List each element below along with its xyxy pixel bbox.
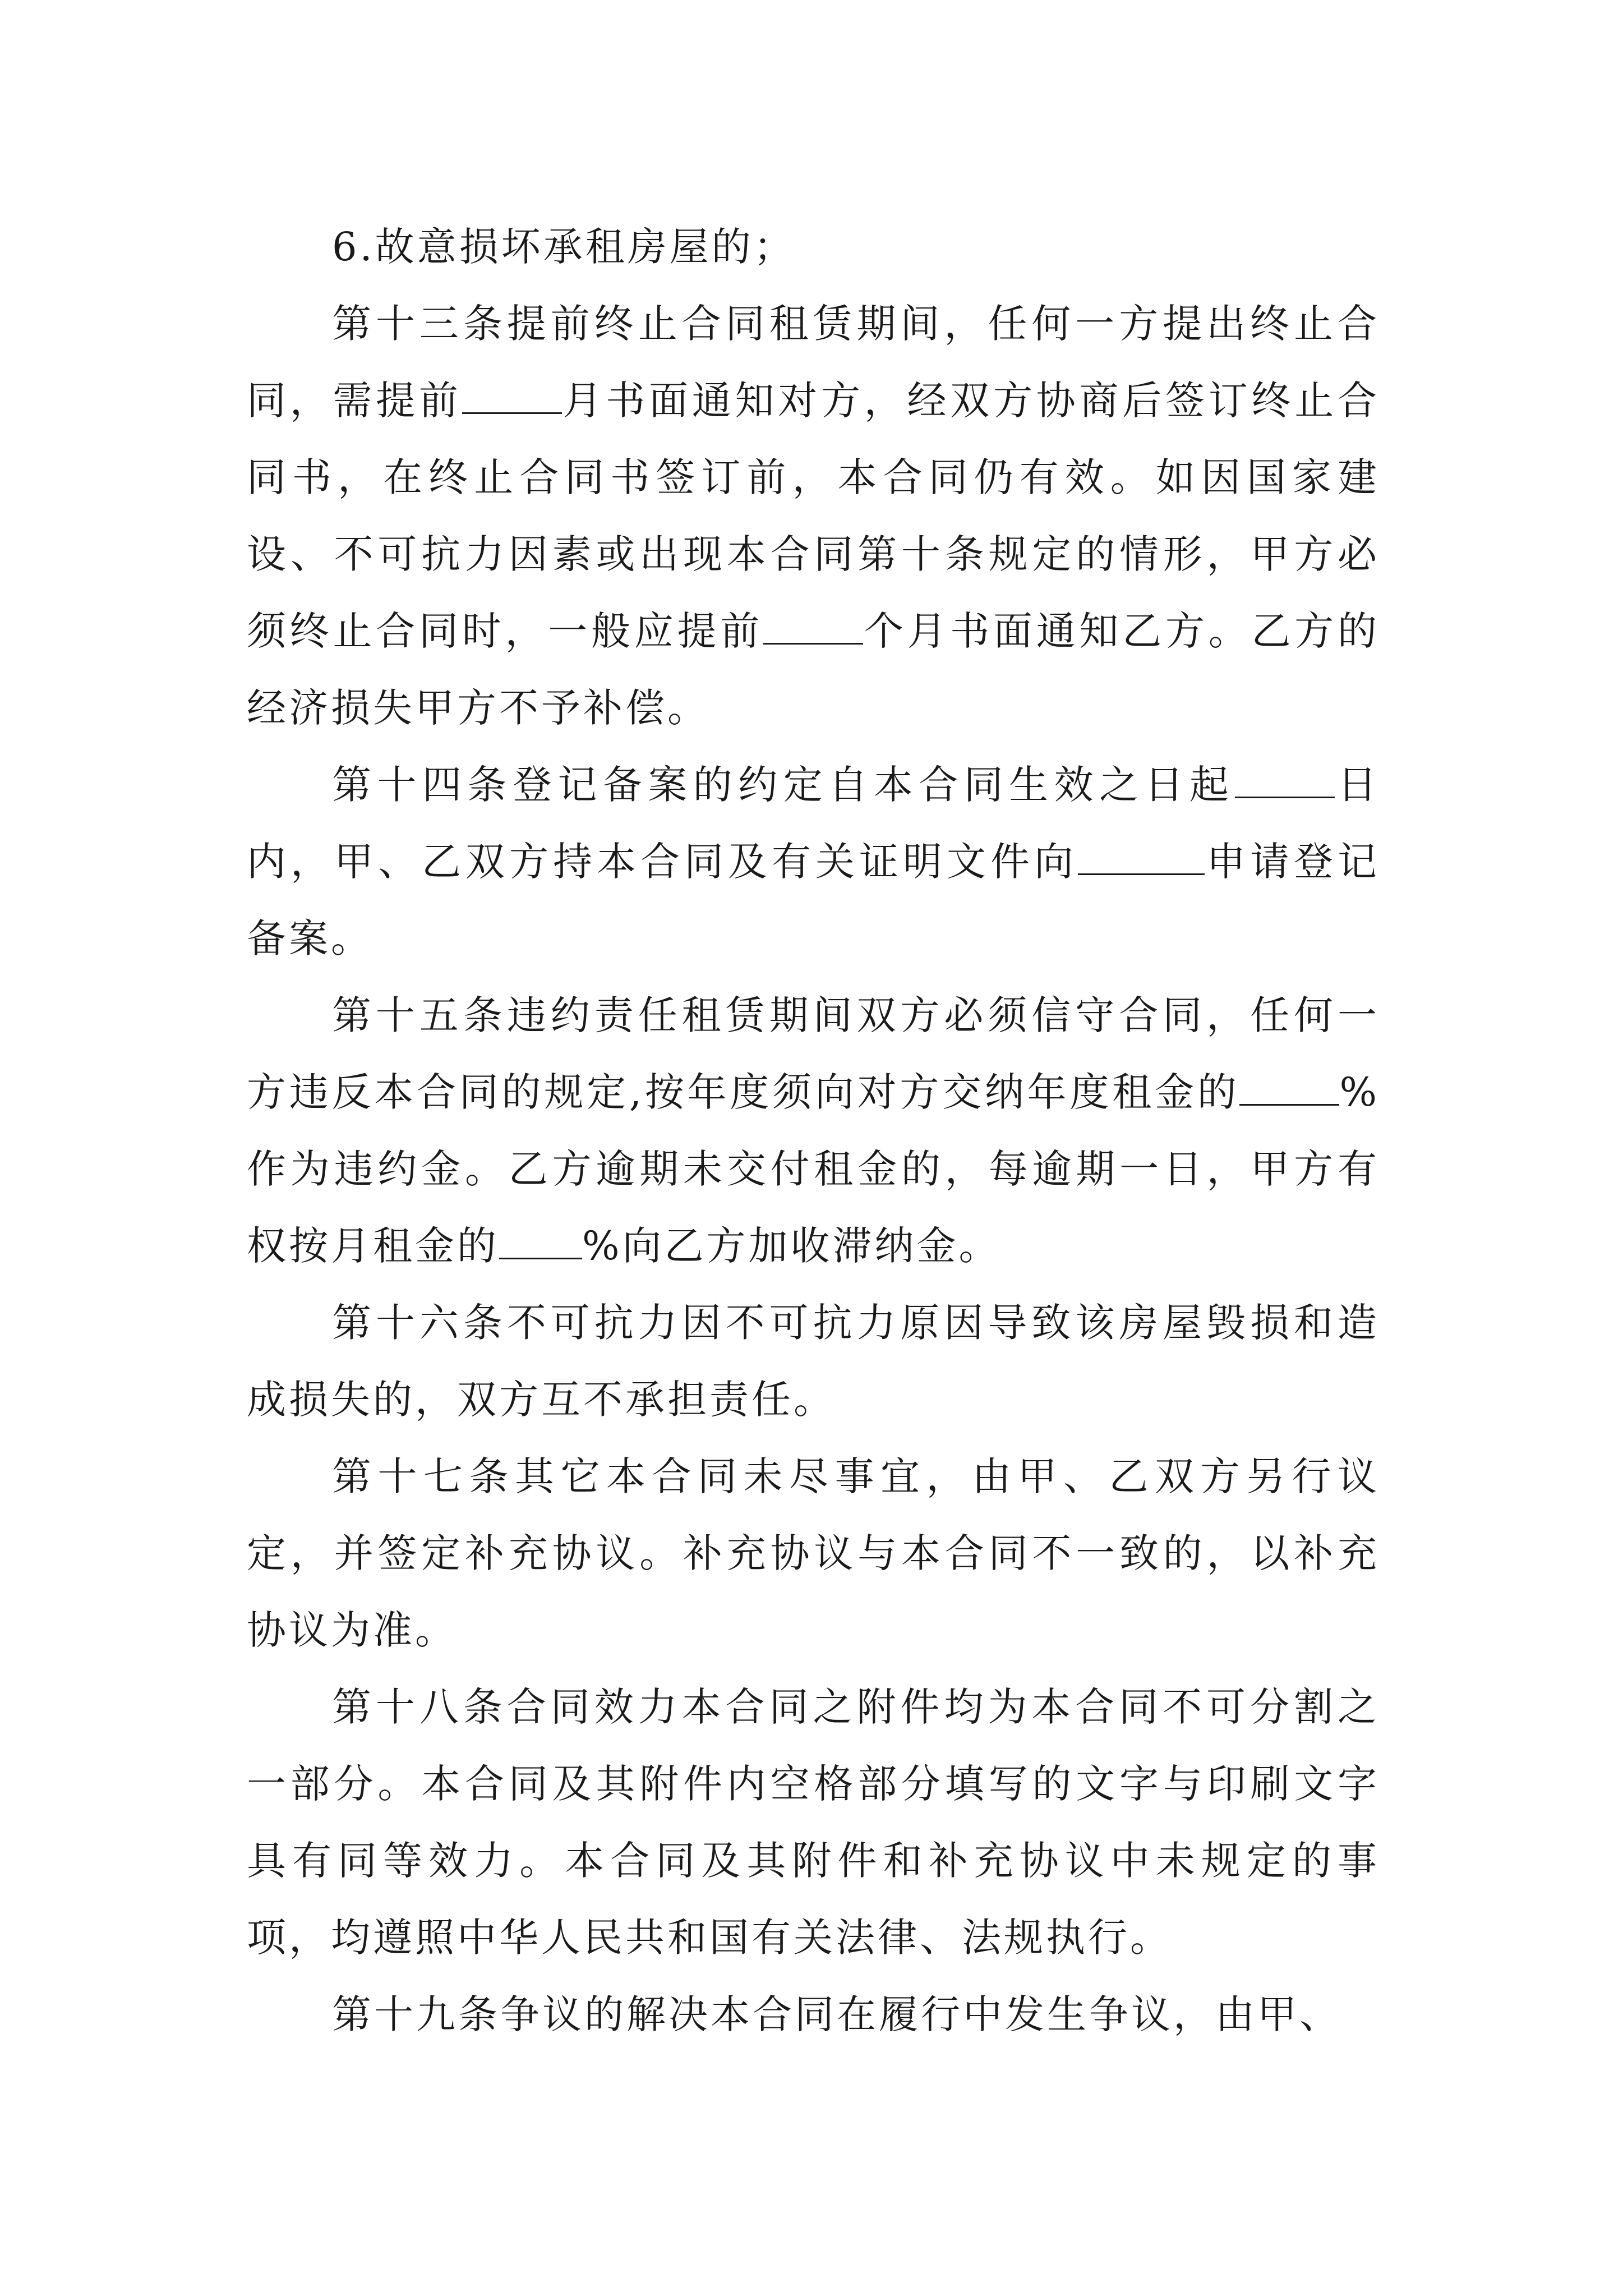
clause-18-validity: 第十八条合同效力本合同之附件均为本合同不可分割之一部分。本合同及其附件内空格部分填写的文字与印刷文字具有同等效力。本合同及其附件和补充协议中未规定的事项，均遵照中华人民共和国有关法律、法规执行。 (247, 1684, 1380, 1961)
fill-in-blank (1235, 763, 1335, 798)
clause-16-force-majeure: 第十六条不可抗力因不可抗力原因导致该房屋毁损和造成损失的，双方互不承担责任。 (247, 1300, 1380, 1423)
clause-14-registration: 第十四条登记备案的约定自本合同生效之日起 日内，甲、乙双方持本合同及有关证明文件向 申请登记备案。 (247, 762, 1380, 961)
fill-in-blank (1078, 840, 1205, 875)
clause-13-early-termination: 第十三条提前终止合同租赁期间，任何一方提出终止合同，需提前 月书面通知对方，经双方协商后签订终止合同书，在终止合同书签订前，本合同仍有效。如因国家建设、不可抗力因素或出现本合同第十条规定的情形，甲方必须终止合同时，一般应提前 个月书面通知乙方。乙方的经济损失甲方不予补偿。 (247, 301, 1380, 731)
clause-15-liability: 第十五条违约责任租赁期间双方必须信守合同，任何一方违反本合同的规定,按年度须向对方交纳年度租金的 %作为违约金。乙方逾期未交付租金的，每逾期一日，甲方有权按月租金的 %向乙方加收滞纳金。 (247, 992, 1380, 1269)
fill-in-blank (462, 379, 562, 414)
fill-in-blank (1239, 1070, 1339, 1106)
fill-in-blank (763, 609, 863, 645)
clause-19-dispute: 第十九条争议的解决本合同在履行中发生争议，由甲、 (332, 1991, 1341, 2037)
fill-in-blank (499, 1224, 582, 1259)
clause-17-other: 第十七条其它本合同未尽事宜，由甲、乙双方另行议定，并签定补充协议。补充协议与本合同不一致的，以补充协议为准。 (247, 1453, 1380, 1653)
document-body (247, 209, 1380, 2053)
clause-item-6: 6.故意损坏承租房屋的； (332, 224, 796, 270)
